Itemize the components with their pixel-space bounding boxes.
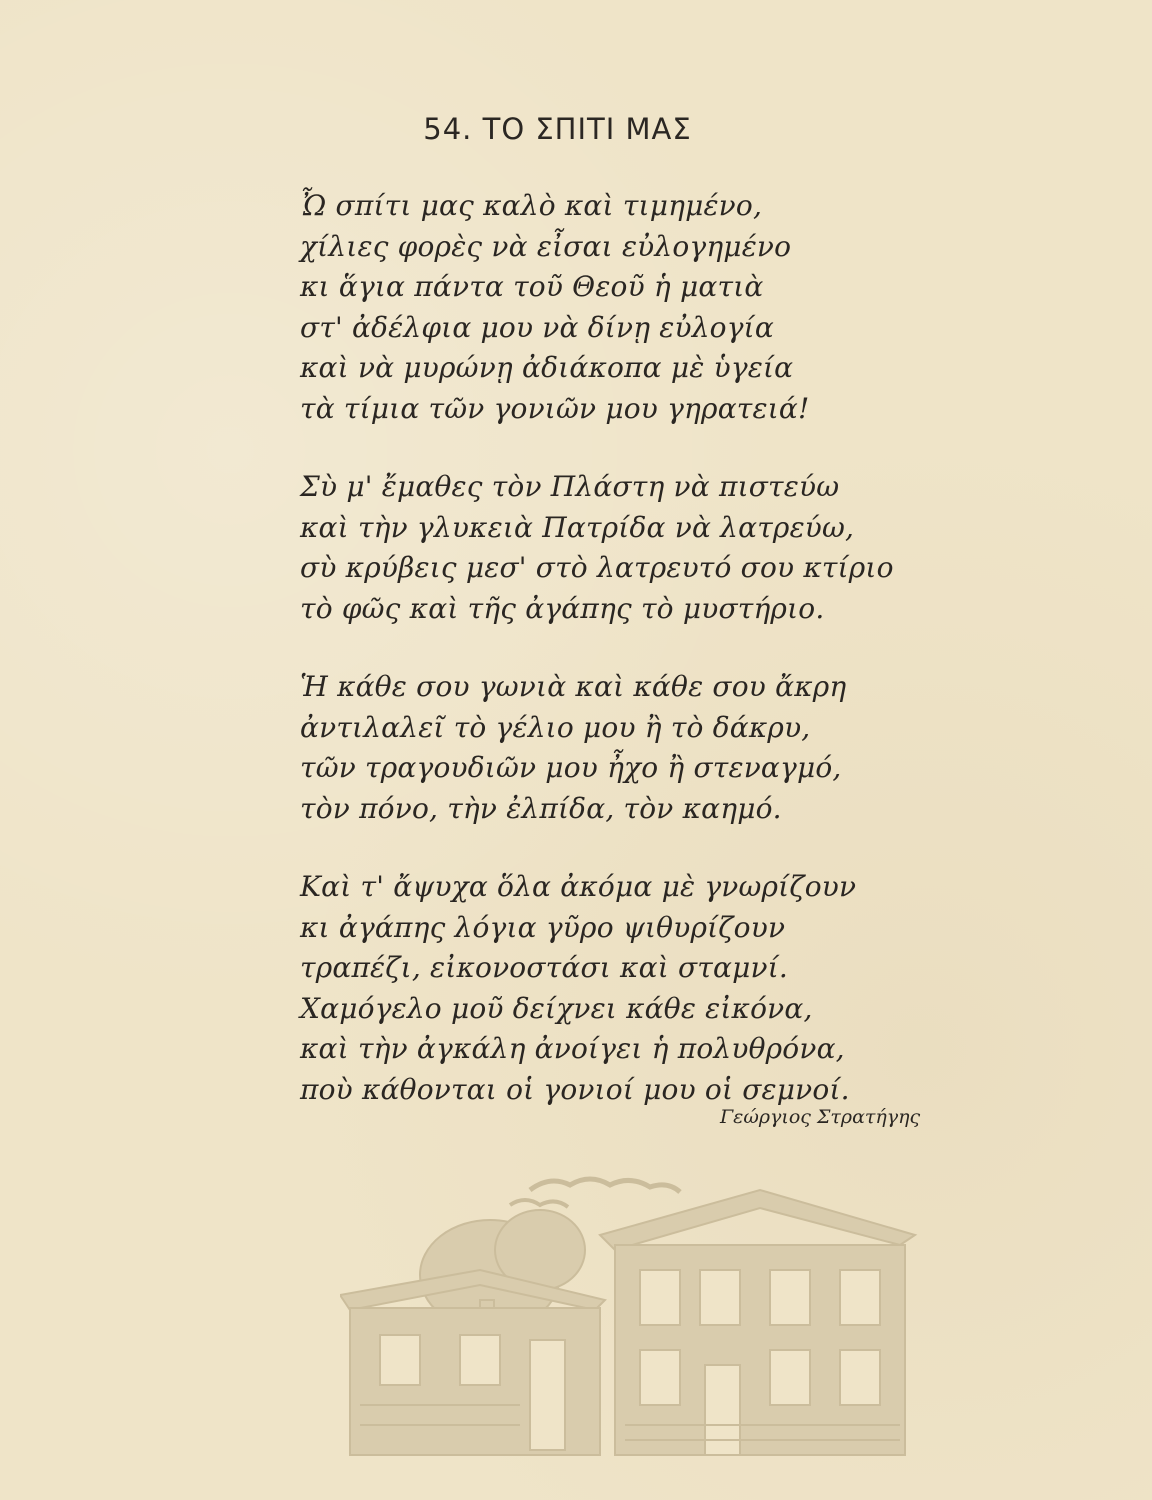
poem-line: Σὺ μ' ἔμαθες τὸν Πλάστη νὰ πιστεύω [300,470,840,503]
poem-line: τὸ φῶς καὶ τῆς ἀγάπης τὸ μυστήριο. [300,591,825,625]
poem-line: κι ἅγια πάντα τοῦ Θεοῦ ἡ ματιὰ [300,270,764,303]
poem-line: καὶ τὴν γλυκειὰ Πατρίδα νὰ λατρεύω, [300,510,855,544]
page-title: 54. ΤΟ ΣΠΙΤΙ ΜΑΣ [423,112,692,146]
poem-line: χίλιες φορὲς νὰ εἶσαι εὐλογημένο [300,229,792,263]
stanza-1 [300,186,940,429]
poem-line: καὶ τὴν ἀγκάλη ἀνοίγει ἡ πολυθρόνα, [300,1032,845,1065]
house-illustration [340,1150,920,1480]
poem-line: Καὶ τ' ἄψυχα ὅλα ἀκόμα μὲ γνωρίζουν [300,870,857,903]
author-signature: Γεώργιος Στρατήγης [720,1106,921,1128]
poem-line: σὺ κρύβεις μεσ' στὸ λατρευτό σου κτίριο [300,551,894,584]
poem-line: Ὦ σπίτι μας καλὸ καὶ τιμημένο, [300,189,763,222]
stanza-2 [300,467,940,629]
stanza-4 [300,867,940,1110]
poem-line: ἀντιλαλεῖ τὸ γέλιο μου ἢ τὸ δάκρυ, [300,710,811,744]
poem [300,186,940,1110]
poem-line: κι ἀγάπης λόγια γῦρο ψιθυρίζουν [300,910,786,944]
stanza-3 [300,667,940,829]
poem-line: τῶν τραγουδιῶν μου ἦχο ἢ στεναγμό, [300,751,842,784]
poem-line: τραπέζι, εἰκονοστάσι καὶ σταμνί. [300,951,789,984]
poem-line: καὶ νὰ μυρώνῃ ἀδιάκοπα μὲ ὑγεία [300,351,794,384]
poem-line: Ἡ κάθε σου γωνιὰ καὶ κάθε σου ἄκρη [300,670,847,703]
poem-line: στ' ἀδέλφια μου νὰ δίνῃ εὐλογία [300,310,774,344]
poem-line: τὰ τίμια τῶν γονιῶν μου γηρατειά! [300,391,810,425]
poem-line: ποὺ κάθονται οἱ γονιοί μου οἱ σεμνοί. [300,1072,850,1106]
poem-line: Χαμόγελο μοῦ δείχνει κάθε εἰκόνα, [300,991,813,1025]
poem-line: τὸν πόνο, τὴν ἐλπίδα, τὸν καημό. [300,791,782,825]
